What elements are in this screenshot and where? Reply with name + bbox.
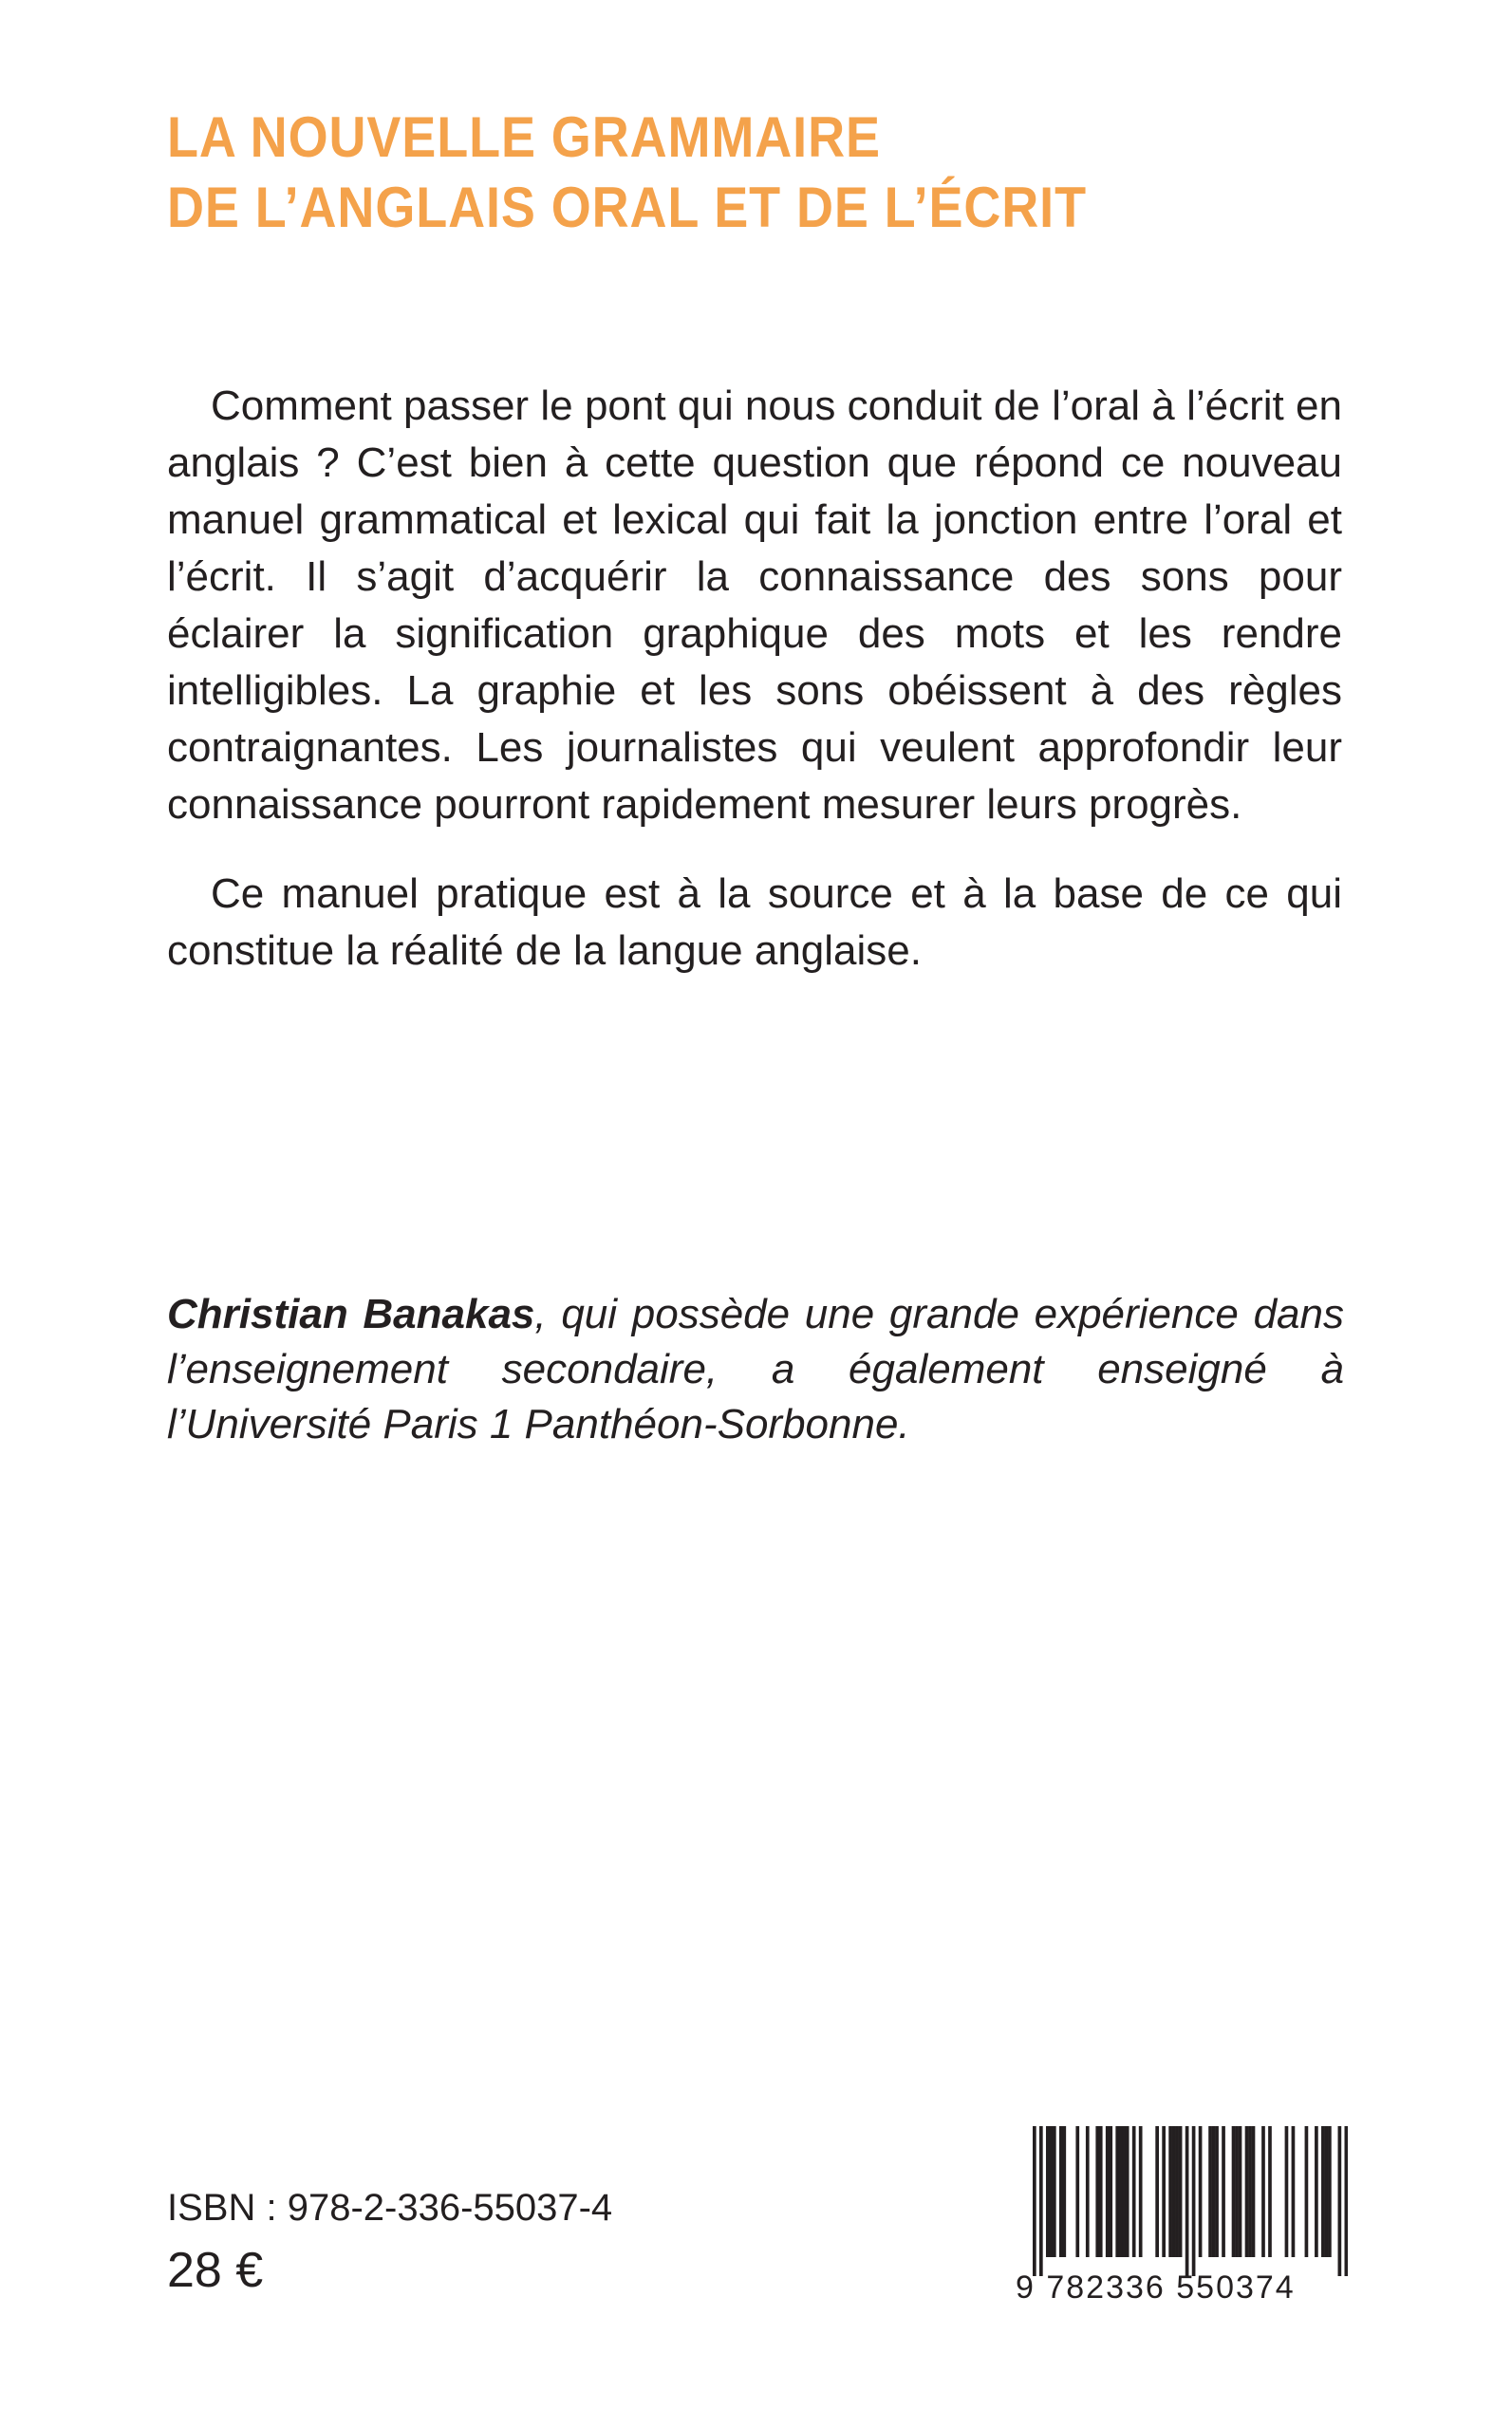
barcode-bar xyxy=(1268,2126,1272,2257)
barcode-bar xyxy=(1185,2126,1189,2276)
author-name: Christian Banakas xyxy=(167,1291,535,1337)
barcode-bar xyxy=(1208,2126,1212,2257)
book-title-line-2: DE L’ANGLAIS ORAL ET DE L’ÉCRIT xyxy=(167,176,1087,239)
barcode-bar xyxy=(1222,2126,1225,2257)
book-title xyxy=(167,103,1243,243)
barcode-bar xyxy=(1059,2126,1063,2257)
book-title-line-1: LA NOUVELLE GRAMMAIRE xyxy=(167,105,881,169)
barcode-bar xyxy=(1139,2126,1143,2257)
barcode-bar xyxy=(1109,2126,1112,2257)
isbn: ISBN : 978-2-336-55037-4 xyxy=(167,2187,613,2229)
barcode-bar xyxy=(1086,2126,1090,2257)
author-bio xyxy=(167,1287,1344,1452)
barcode-bar xyxy=(1053,2126,1056,2257)
barcode-bar xyxy=(1239,2126,1242,2257)
book-description xyxy=(167,378,1342,1012)
barcode-bar xyxy=(1122,2126,1126,2257)
price: 28 € xyxy=(167,2243,264,2298)
barcode-bar xyxy=(1062,2126,1066,2257)
barcode-bar xyxy=(1292,2126,1296,2257)
barcode-bar xyxy=(1285,2126,1289,2257)
description-paragraph-1: Comment passer le pont qui nous conduit de l’oral à l’écrit en anglais ? C’est bien à cette question que répond ce nouveau manuel grammatical et lexical qui fait la jonction entre l’oral et l’écrit. Il s’agit d’acquérir la connaissance des sons pour éclairer la signification graphique des mots et les rendre intelligibles. La graphie et les sons obéissent à des règles contraignantes. Les journalistes qui veulent approfondir leur connaissance pourront rapidement mesurer leurs progrès. xyxy=(167,383,1342,828)
barcode-bar xyxy=(1248,2126,1252,2257)
barcode-bar xyxy=(1252,2126,1256,2257)
barcode-bar xyxy=(1212,2126,1216,2257)
barcode-bar xyxy=(1175,2126,1179,2257)
barcode-bar xyxy=(1075,2126,1079,2257)
barcode-bar xyxy=(1235,2126,1239,2257)
barcode-bar xyxy=(1321,2126,1325,2257)
barcode-bar xyxy=(1046,2126,1050,2257)
barcode-bar xyxy=(1325,2126,1329,2257)
barcode-bar xyxy=(1126,2126,1129,2257)
barcode-bar xyxy=(1095,2126,1099,2257)
barcode-bar xyxy=(1049,2126,1053,2257)
barcode-bar xyxy=(1033,2126,1036,2276)
barcode-bar xyxy=(1192,2126,1196,2276)
barcode-bar xyxy=(1119,2126,1123,2257)
barcode-bar xyxy=(1155,2126,1159,2257)
barcode-bar xyxy=(1115,2126,1119,2257)
barcode-bar xyxy=(1345,2126,1348,2276)
barcode-bar xyxy=(1245,2126,1249,2257)
barcode-bar xyxy=(1261,2126,1265,2257)
barcode-bar xyxy=(1315,2126,1318,2257)
barcode-bar xyxy=(1162,2126,1166,2257)
author-bio-text: , qui possède une grande expérience dans l’enseignement secondaire, a également enseigné à l’Université Paris 1 Panthéon-Sorbonne. xyxy=(167,1291,1344,1447)
barcode-bar xyxy=(1168,2126,1172,2257)
barcode-icon xyxy=(1033,2126,1348,2276)
barcode-bar xyxy=(1132,2126,1136,2257)
barcode-bar xyxy=(1039,2126,1043,2276)
description-paragraph-2: Ce manuel pratique est à la source et à la base de ce qui constitue la réalité de la langue anglaise. xyxy=(167,870,1342,974)
barcode-bar xyxy=(1215,2126,1219,2257)
barcode-bar xyxy=(1179,2126,1183,2257)
barcode-bar xyxy=(1328,2126,1332,2257)
barcode-bar xyxy=(1199,2126,1203,2257)
barcode-bar xyxy=(1099,2126,1103,2257)
barcode-bar xyxy=(1232,2126,1236,2257)
barcode xyxy=(1016,2126,1348,2316)
barcode-bar xyxy=(1106,2126,1110,2257)
barcode-bar xyxy=(1338,2126,1342,2276)
barcode-bar xyxy=(1305,2126,1309,2257)
barcode-bar xyxy=(1172,2126,1176,2257)
barcode-digits: 9 782336 550374 xyxy=(1016,2269,1296,2306)
